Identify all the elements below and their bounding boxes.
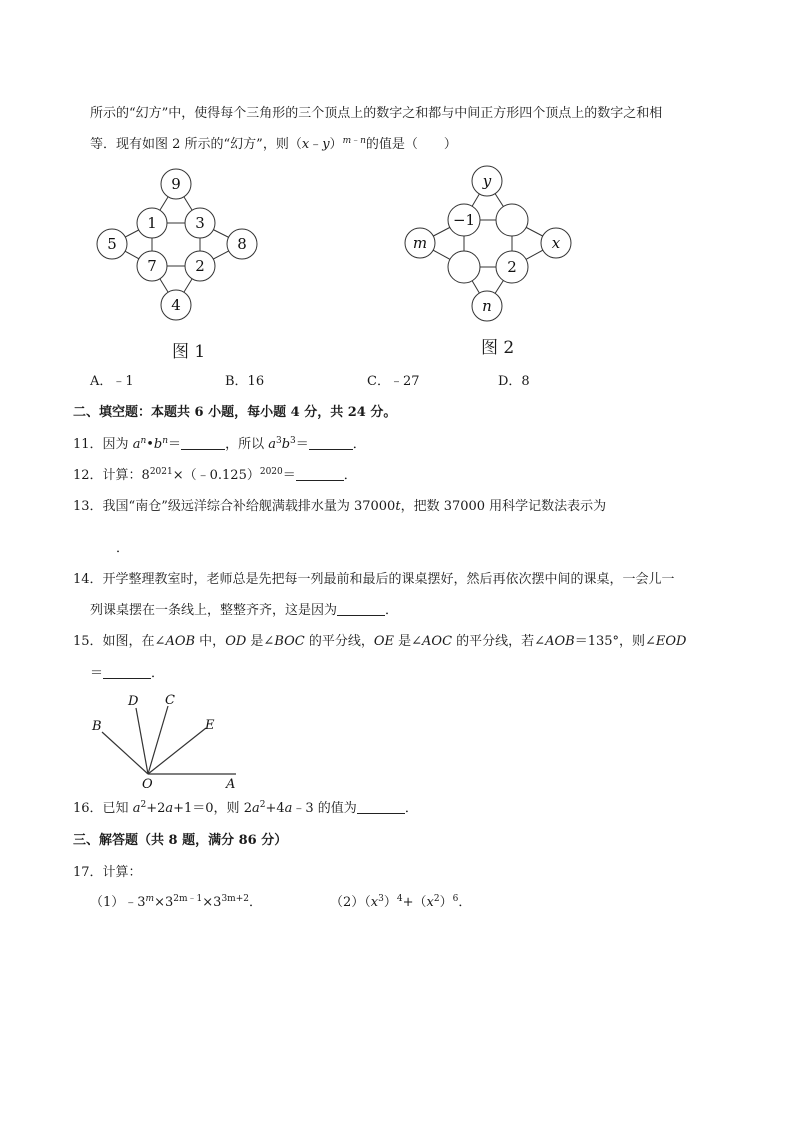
var-a: a [132,437,141,452]
point-b-label: B [92,719,102,734]
exp-2020: 2020 [259,467,283,477]
magic-square-figure-2 [398,165,588,325]
question-13 [73,498,606,516]
minus-sign: ﹣ [309,137,323,152]
equals: ＝ [295,437,309,452]
q17-p2-text: （2）（ [330,895,371,910]
fig1-label-bottom: 4 [171,296,181,314]
q13-text-2: ，把数 37000 用科学记数法表示为 [400,499,607,514]
var-b: b [281,437,291,452]
paren: ） [439,895,453,910]
figure-1-caption: 图 1 [172,342,206,362]
q16-text: ﹣3 的值为 [292,801,357,816]
option-b[interactable]: B．16 [225,374,265,389]
fig1-label-top: 9 [171,175,181,193]
question-14-line-2 [90,602,398,620]
section-2-heading: 二、填空题：本题共 6 小题，每小题 4 分，共 24 分。 [73,405,397,420]
fig1-label-inner-tl: 1 [147,214,157,232]
exp-2021: 2021 [149,467,173,477]
ray-oe [148,728,206,774]
exp-m: m [145,894,155,904]
q17-p2-text: +（ [402,895,427,910]
fig1-label-inner-br: 2 [195,257,205,275]
angle-eod: EOD [655,634,687,649]
exp-3: 3 [275,436,282,446]
fig2-label-right: x [551,234,561,252]
question-13-answer[interactable]: ． [116,541,130,556]
var-a: a [284,801,293,816]
answer-blank[interactable] [357,800,405,814]
fig2-node-inner-bl [448,251,480,283]
period: ． [458,895,472,910]
var-x: x [426,895,434,910]
exp-n: n [162,436,169,446]
dot: • [146,437,154,452]
exp-2: 2 [433,894,440,904]
question-17-part-2 [330,894,471,912]
q17-p1-text: ×3 [202,895,222,910]
q17-p1-text: ×3 [154,895,174,910]
intro-text-2a: 等．现有如图 2 所示的“幻方”，则（ [90,137,302,152]
option-a[interactable]: A．﹣1 [90,374,134,389]
var-x: x [370,895,379,910]
ray-oc [148,706,168,774]
q15-text: 是∠ [394,634,423,649]
exp-2m-1: 2m﹣1 [173,894,203,904]
question-16 [73,800,418,818]
question-12 [73,467,357,485]
fig2-label-inner-tl: −1 [452,211,476,229]
exp-3: 3 [378,894,384,904]
angle-aoc: AOC [422,634,453,649]
q15-text: 的平分线，若∠ [452,634,546,649]
unit-t: t [395,499,401,514]
figure-2-caption: 图 2 [481,338,515,358]
answer-blank[interactable] [181,436,225,450]
intro-line-1 [90,105,662,123]
period: ． [385,603,399,618]
equals: ＝ [168,437,182,452]
q16-text: +2 [146,801,166,816]
q13-text: 13．我国“南仓”级远洋综合补给舰满载排水量为 37000 [73,499,396,514]
period: ． [404,801,418,816]
exp-m: m [342,136,352,146]
q11-text-2: ，所以 [225,437,269,452]
q15-text: 是∠ [246,634,275,649]
intro-line-2 [90,136,457,154]
exp-n: n [140,436,147,446]
intro-text-2b: ） [329,137,343,152]
q15-text: 的平分线， [304,634,374,649]
q11-text: 11．因为 [73,437,133,452]
q16-text: +1＝0，则 2 [173,801,252,816]
intro-text-2c: 的值是（ ） [365,137,457,152]
exp-4: 4 [396,894,403,904]
var-y: y [322,137,330,152]
exp-3: 3 [290,436,296,446]
answer-blank[interactable] [337,602,385,616]
fig1-label-inner-tr: 3 [195,214,205,232]
option-c[interactable]: C．﹣27 [367,374,420,389]
q16-text: 16．已知 [73,801,133,816]
q12-text-2: ×（﹣0.125） [172,468,260,483]
question-15-line-2 [90,665,164,683]
option-d[interactable]: D．8 [498,374,530,389]
ray-oe: OE [373,634,395,649]
var-a: a [165,801,174,816]
q15-text: 中， [195,634,226,649]
period: ． [352,437,366,452]
fig2-label-inner-br: 2 [507,258,517,276]
q15-text: ＝135°，则∠ [574,634,656,649]
fig2-label-bottom: n [482,297,492,315]
var-a: a [251,801,260,816]
fig2-label-top: y [482,172,492,190]
exp-6: 6 [452,894,459,904]
angle-boc: BOC [274,634,305,649]
section-3-heading: 三、解答题（共 8 题，满分 86 分） [73,833,288,848]
angle-figure [88,690,248,790]
intro-text-1: 所示的“幻方”中，使得每个三角形的三个顶点上的数字之和都与中间正方形四个顶点上的数字之和相 [90,106,663,121]
period: ． [343,468,357,483]
equals: ＝ [90,666,104,681]
question-17-title: 17．计算： [73,865,142,880]
q15-text: 15．如图，在∠ [73,634,166,649]
exp-2: 2 [140,800,147,810]
exp-n: n [360,136,366,146]
q16-text: +4 [265,801,285,816]
magic-square-figure-1 [90,168,280,323]
angle-aob: AOB [165,634,196,649]
fig1-label-inner-bl: 7 [147,257,157,275]
ray-od: OD [225,634,247,649]
fig2-label-left: m [412,234,428,252]
question-17-part-1 [90,894,262,912]
answer-blank[interactable] [296,467,344,481]
point-c-label: C [165,693,175,708]
point-a-label: A [226,777,236,790]
exponent [343,136,366,146]
paren: ） [383,895,397,910]
angle-aob: AOB [545,634,575,649]
var-a: a [268,437,276,452]
point-o-label: O [142,777,153,790]
q12-text: 12．计算：8 [73,468,150,483]
question-11 [73,436,366,454]
q14-text: 列课桌摆在一条线上，整整齐齐，这是因为 [90,603,338,618]
question-14-line-1: 14．开学整理教室时，老师总是先把每一列最前和最后的课桌摆好，然后再依次摆中间的课桌，一会儿一 [73,572,675,587]
point-e-label: E [205,718,215,733]
answer-blank[interactable] [309,436,353,450]
period: ． [248,895,262,910]
fig1-label-left: 5 [107,235,117,253]
var-a: a [132,801,141,816]
var-x: x [301,137,310,152]
exp-2: 2 [259,800,266,810]
var-b: b [153,437,163,452]
fig1-label-right: 8 [237,235,247,253]
equals: ＝ [282,468,296,483]
exp-3m-2: 3m+2 [221,894,249,904]
question-15-line-1 [73,633,686,651]
answer-blank[interactable] [103,665,151,679]
fig2-node-inner-tr [496,204,528,236]
period: ． [151,666,165,681]
exp-minus: ﹣ [351,136,361,146]
q17-p1-text: （1）﹣3 [90,895,146,910]
point-d-label: D [128,694,139,709]
